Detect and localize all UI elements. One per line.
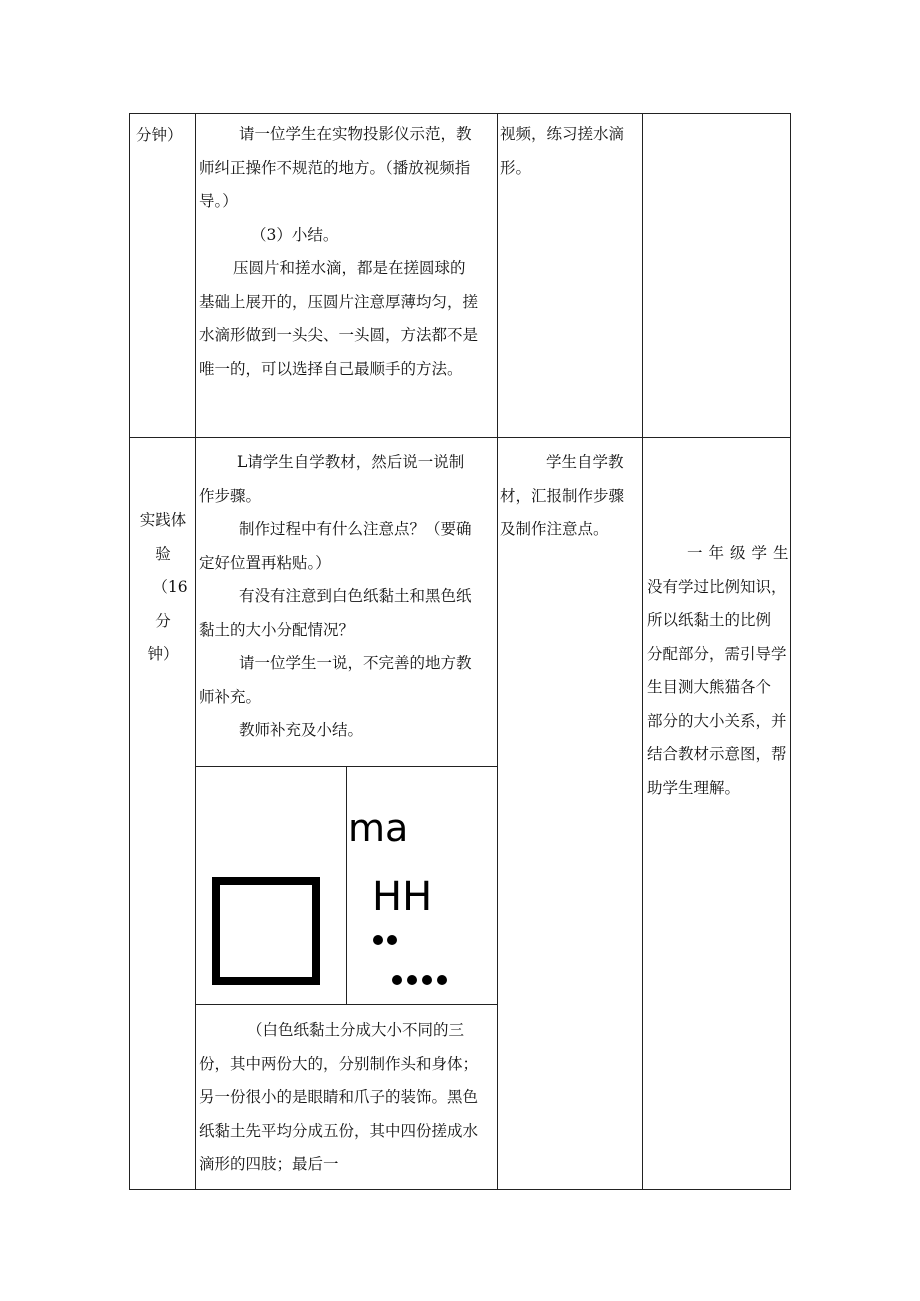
text-line: 定好位置再粘贴。）: [199, 553, 331, 572]
figure-text-hh: HH: [372, 874, 433, 920]
row2-design-notes: [647, 537, 795, 805]
text-line: 部分的大小关系，并: [647, 711, 787, 730]
table-border-top: [129, 113, 791, 114]
row2-stage-cell: [136, 504, 190, 672]
dot: [407, 975, 417, 985]
text-line: 作步骤。: [199, 486, 262, 505]
text-line: 师纠正操作不规范的地方。（播放视频指: [199, 158, 471, 177]
text-line: （白色纸黏土分成大小不同的三: [247, 1021, 465, 1039]
text-line: 钟）: [147, 645, 179, 663]
text-line: 纸黏土先平均分成五份，其中四份搓成水: [199, 1121, 479, 1140]
figure-text-ma: ma: [348, 806, 409, 850]
column-divider-1: [195, 113, 196, 1190]
text-line: 验: [155, 544, 171, 563]
row-divider: [129, 437, 791, 438]
text-line: 教师补充及小结。: [239, 721, 364, 739]
text-line: 一年级学生: [687, 544, 795, 562]
text-line: 视频，练习搓水滴: [500, 125, 625, 143]
figure-dots-pair: [373, 935, 397, 945]
row1-time-cell: 分钟）: [136, 126, 183, 144]
text-line: 压圆片和搓水滴，都是在搓圆球的: [233, 259, 466, 277]
text-line: （16: [152, 578, 188, 596]
text-line: 导。）: [199, 192, 238, 210]
column-divider-3: [642, 113, 643, 1190]
text-line: 另一份很小的是眼睛和爪子的装饰。黑色: [199, 1088, 479, 1106]
text-line: 生目测大熊猫各个: [647, 678, 772, 696]
row1-teacher-activity: [199, 118, 478, 386]
dot: [422, 975, 432, 985]
text-line: 分: [155, 611, 171, 630]
text-line: 有没有注意到白色纸黏土和黑色纸: [239, 587, 472, 605]
row2-teacher-activity: [199, 446, 472, 748]
text-line: 助学生理解。: [647, 778, 741, 797]
table-border-left: [129, 113, 130, 1190]
text-line: 师补充。: [199, 687, 262, 706]
text-line: 结合教材示意图，帮: [647, 745, 787, 763]
row1-student-activity: [500, 118, 624, 185]
square-figure: [212, 877, 320, 985]
figure-divider: [346, 766, 347, 1004]
text-line: （3）小结。: [251, 225, 339, 244]
dot: [387, 935, 397, 945]
text-line: 请一位学生一说，不完善的地方教: [239, 654, 472, 672]
text-line: 学生自学教: [546, 453, 624, 471]
text-line: 分配部分，需引导学: [647, 644, 787, 663]
row2-teacher-activity-cont: [199, 1014, 478, 1182]
figure-dots-row: [392, 975, 447, 985]
text-line: 黏土的大小分配情况？: [199, 620, 355, 639]
text-line: 基础上展开的，压圆片注意厚薄均匀，搓: [199, 292, 479, 311]
text-line: 水滴形做到一头尖、一头圆，方法都不是: [199, 326, 479, 344]
column-divider-2: [497, 113, 498, 1190]
table-border-bottom: [129, 1189, 791, 1190]
text-line: 实践体: [139, 511, 187, 529]
text-line: 制作过程中有什么注意点？（要确: [239, 520, 472, 538]
text-line: 形。: [500, 158, 532, 177]
text-line: L请学生自学教材，然后说一说制: [237, 453, 465, 471]
text-line: 材，汇报制作步骤: [500, 486, 625, 505]
figure-border-bottom: [195, 1004, 497, 1005]
row2-student-activity: [500, 446, 624, 547]
text-line: 请一位学生在实物投影仪示范，教: [239, 125, 472, 143]
dot: [392, 975, 402, 985]
dot: [373, 935, 383, 945]
dot: [437, 975, 447, 985]
text-line: 滴形的四肢；最后一: [199, 1155, 339, 1173]
text-line: 唯一的，可以选择自己最顺手的方法。: [199, 359, 463, 378]
text-line: 没有学过比例知识，: [647, 577, 787, 596]
text-line: 及制作注意点。: [500, 520, 609, 538]
text-line: 份，其中两份大的，分别制作头和身体；: [199, 1054, 479, 1073]
text-line: 所以纸黏土的比例: [647, 611, 772, 629]
